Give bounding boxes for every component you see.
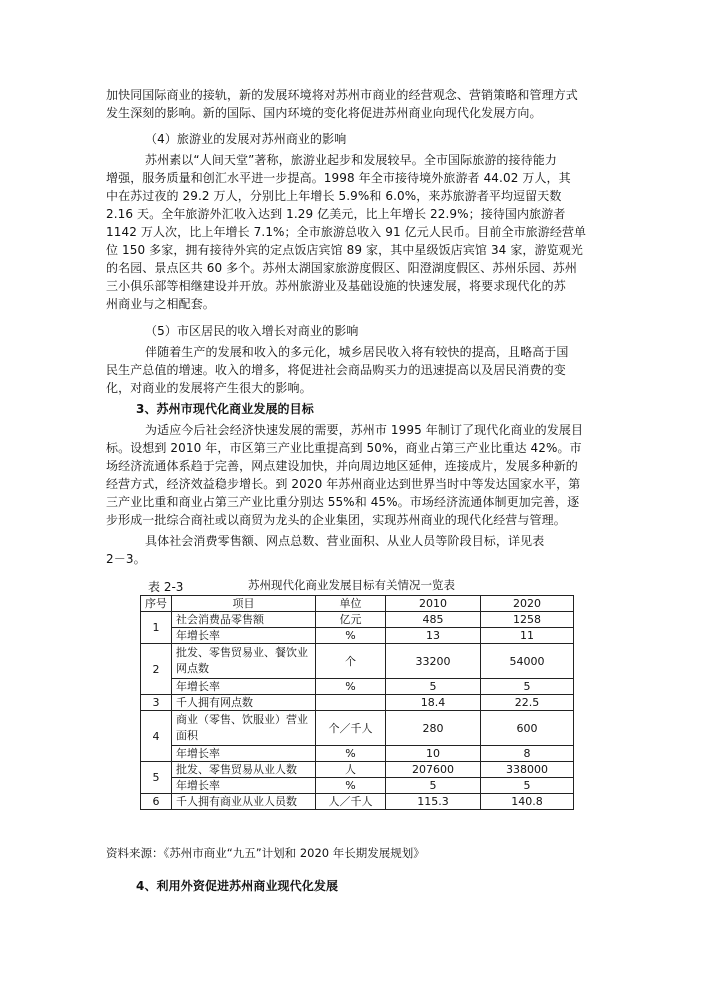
- row-number: 2: [141, 644, 172, 695]
- row-number: 1: [141, 612, 172, 644]
- row-number: 3: [141, 695, 172, 711]
- row-item: 年增长率: [172, 778, 316, 794]
- body-text-line: 2.16 天。全年旅游外汇收入达到 1.29 亿美元，比上年增长 22.9%；接待国内旅游者: [106, 207, 566, 221]
- row-unit: 亿元: [316, 612, 386, 628]
- body-text-line: 增强，服务质量和创汇水平进一步提高。1998 年全市接待境外旅游者 44.02 万人，其: [106, 171, 571, 185]
- row-value-2010: 280: [386, 711, 481, 746]
- body-text-line: 化，对商业的发展将产生很大的影响。: [106, 381, 312, 395]
- body-text-line: 加快同国际商业的接轨，新的发展环境将对苏州市商业的经营观念、营销策略和管理方式: [106, 88, 578, 102]
- row-number: 5: [141, 762, 172, 794]
- body-text-line: 为适应今后社会经济快速发展的需要，苏州市 1995 年制订了现代化商业的发展目: [145, 423, 584, 437]
- body-text-line: 苏州素以“人间天堂”著称，旅游业起步和发展较早。全市国际旅游的接待能力: [145, 153, 557, 167]
- row-unit: %: [316, 679, 386, 695]
- header-no: 序号: [141, 596, 172, 612]
- header-2010: 2010: [386, 596, 481, 612]
- table-row: [141, 746, 574, 762]
- row-unit: %: [316, 746, 386, 762]
- body-text-line: 伴随着生产的发展和收入的多元化，城乡居民收入将有较快的提高，且略高于国: [145, 345, 569, 359]
- body-text-line: 三产业比重和商业占第三产业比重分别达 55%和 45%。市场经济流通体制更加完善，逐: [106, 495, 580, 509]
- subsection-heading: （5）市区居民的收入增长对商业的影响: [145, 324, 359, 338]
- subsection-heading: （4）旅游业的发展对苏州商业的影响: [145, 132, 347, 146]
- row-unit: %: [316, 628, 386, 644]
- row-value-2010: 10: [386, 746, 481, 762]
- row-value-2010: 18.4: [386, 695, 481, 711]
- row-value-2020: 8: [481, 746, 574, 762]
- row-value-2020: 1258: [481, 612, 574, 628]
- body-text-line: 民生产总值的增速。收入的增多，将促进社会商品购买力的迅速提高以及居民消费的变: [106, 363, 566, 377]
- row-value-2020: 140.8: [481, 794, 574, 810]
- row-value-2020: 5: [481, 778, 574, 794]
- row-unit: 个: [316, 644, 386, 679]
- body-text-line: 发生深刻的影响。新的国际、国内环境的变化将促进苏州商业向现代化发展方向。: [106, 106, 542, 120]
- row-unit: 个／千人: [316, 711, 386, 746]
- table-row: [141, 628, 574, 644]
- table-source-note: 资料来源：《苏州市商业“九五”计划和 2020 年长期发展规划》: [106, 846, 425, 860]
- row-number: 6: [141, 794, 172, 810]
- row-value-2010: 5: [386, 778, 481, 794]
- table-label: 表 2-3: [148, 580, 184, 594]
- table-row: [141, 762, 574, 778]
- row-item: 批发、零售贸易业、餐饮业网点数: [172, 644, 316, 679]
- row-value-2010: 5: [386, 679, 481, 695]
- table-row: [141, 612, 574, 628]
- body-text-line: 位 150 多家，拥有接待外宾的定点饭店宾馆 89 家，其中星级饭店宾馆 34 家，游览观光: [106, 243, 583, 257]
- row-item: 千人拥有网点数: [172, 695, 316, 711]
- row-unit: 人／千人: [316, 794, 386, 810]
- row-value-2020: 54000: [481, 644, 574, 679]
- row-unit: %: [316, 778, 386, 794]
- body-text-line: 的名园、景点区共 60 多个。苏州太湖国家旅游度假区、阳澄湖度假区、苏州乐园、苏州: [106, 261, 578, 275]
- row-unit: [316, 695, 386, 711]
- row-value-2020: 600: [481, 711, 574, 746]
- table-row: [141, 794, 574, 810]
- row-item: 商业（零售、饮服业）营业面积: [172, 711, 316, 746]
- body-text-line: 州商业与之相配套。: [106, 297, 215, 311]
- section-heading: 4、利用外资促进苏州商业现代化发展: [136, 879, 339, 893]
- header-unit: 单位: [316, 596, 386, 612]
- body-text-line: 标。设想到 2010 年，市区第三产业比重提高到 50%，商业占第三产业比重达 42%。市: [106, 441, 582, 455]
- row-item: 年增长率: [172, 679, 316, 695]
- body-text-line: 步形成一批综合商社或以商贸为龙头的企业集团，实现苏州商业的现代化经营与管理。: [106, 513, 566, 527]
- table-row: [141, 695, 574, 711]
- row-item: 批发、零售贸易从业人数: [172, 762, 316, 778]
- row-value-2020: 338000: [481, 762, 574, 778]
- development-targets-table: [140, 595, 574, 810]
- row-item: 年增长率: [172, 628, 316, 644]
- row-value-2020: 5: [481, 679, 574, 695]
- body-text-line: 场经济流通体系趋于完善，网点建设加快，并向周边地区延伸，连接成片，发展多种新的: [106, 459, 578, 473]
- header-2020: 2020: [481, 596, 574, 612]
- body-text-line: 2－3。: [106, 552, 146, 566]
- body-text-line: 中在苏过夜的 29.2 万人，分别比上年增长 5.9%和 6.0%，来苏旅游者平均逗留天数: [106, 189, 562, 203]
- row-value-2020: 11: [481, 628, 574, 644]
- row-value-2010: 115.3: [386, 794, 481, 810]
- body-text-line: 1142 万人次，比上年增长 7.1%；全市旅游总收入 91 亿元人民币。目前全市旅游经营单: [106, 225, 587, 239]
- row-value-2010: 13: [386, 628, 481, 644]
- row-number: 4: [141, 711, 172, 762]
- row-item: 千人拥有商业从业人员数: [172, 794, 316, 810]
- table-header-row: [141, 596, 574, 612]
- body-text-line: 具体社会消费零售额、网点总数、营业面积、从业人员等阶段目标，详见表: [145, 534, 545, 548]
- body-text-line: 经营方式，经济效益稳步增长。到 2020 年苏州商业达到世界当时中等发达国家水平，第: [106, 477, 581, 491]
- table-row: [141, 644, 574, 679]
- table-row: [141, 679, 574, 695]
- table-row: [141, 778, 574, 794]
- row-item: 年增长率: [172, 746, 316, 762]
- row-item: 社会消费品零售额: [172, 612, 316, 628]
- section-heading: 3、苏州市现代化商业发展的目标: [136, 402, 314, 416]
- row-value-2010: 485: [386, 612, 481, 628]
- row-unit: 人: [316, 762, 386, 778]
- table-title: 苏州现代化商业发展目标有关情况一览表: [248, 578, 455, 592]
- body-text-line: 三小俱乐部等相继建设并开放。苏州旅游业及基础设施的快速发展，将要求现代化的苏: [106, 279, 566, 293]
- table-row: [141, 711, 574, 746]
- header-item: 项目: [172, 596, 316, 612]
- row-value-2020: 22.5: [481, 695, 574, 711]
- row-value-2010: 33200: [386, 644, 481, 679]
- row-value-2010: 207600: [386, 762, 481, 778]
